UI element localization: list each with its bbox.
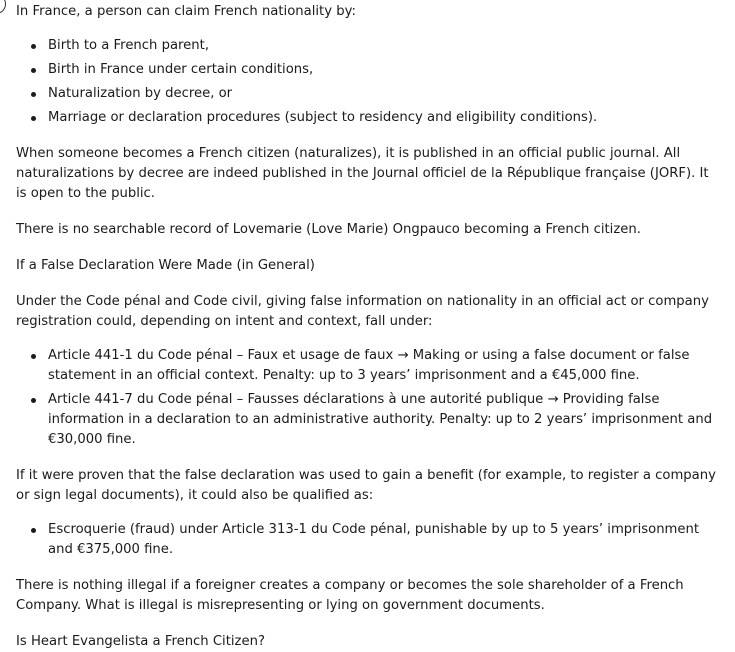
intro-paragraph: In France, a person can claim French nationality by:	[16, 4, 356, 19]
naturalization-paragraph: When someone becomes a French citizen (naturalizes), it is published in an official public journal. All naturalizations by decree are indeed published in the Journal officiel de la République française (JORF). It is open to the public.	[16, 146, 709, 201]
list-item: Article 441-1 du Code pénal – Faux et usage de faux → Making or using a false document or false statement in an official context. Penalty: up to 3 years’ imprisonment and a €45,000 fine.	[16, 346, 721, 386]
no-record-paragraph: There is no searchable record of Lovemarie (Love Marie) Ongpauco becoming a French citizen.	[16, 222, 641, 237]
list-item: Birth in France under certain conditions,	[16, 60, 721, 80]
nationality-ways-list	[16, 36, 721, 128]
benefit-paragraph: If it were proven that the false declaration was used to gain a benefit (for example, to register a company or sign legal documents), it could also be qualified as:	[16, 468, 716, 503]
foreigner-paragraph: There is nothing illegal if a foreigner creates a company or becomes the sole shareholder of a French Company. What is illegal is misrepresenting or lying on government documents.	[16, 578, 684, 613]
list-item: Escroquerie (fraud) under Article 313-1 du Code pénal, punishable by up to 5 years’ imprisonment and €375,000 fine.	[16, 520, 721, 560]
question-paragraph: Is Heart Evangelista a French Citizen?	[16, 634, 265, 649]
circle-outline-icon	[0, 0, 6, 14]
false-declaration-heading: If a False Declaration Were Made (in General)	[16, 258, 315, 273]
document-body	[16, 2, 721, 652]
list-item: Birth to a French parent,	[16, 36, 721, 56]
fraud-list	[16, 520, 721, 560]
list-item: Naturalization by decree, or	[16, 84, 721, 104]
code-paragraph: Under the Code pénal and Code civil, giving false information on nationality in an official act or company registration could, depending on intent and context, fall under:	[16, 294, 709, 329]
list-item: Marriage or declaration procedures (subject to residency and eligibility conditions).	[16, 108, 721, 128]
articles-list	[16, 346, 721, 450]
list-item: Article 441-7 du Code pénal – Fausses déclarations à une autorité publique → Providing false information in a declaration to an administrative authority. Penalty: up to 2 years’ imprisonment and €30,000 fine.	[16, 390, 721, 450]
